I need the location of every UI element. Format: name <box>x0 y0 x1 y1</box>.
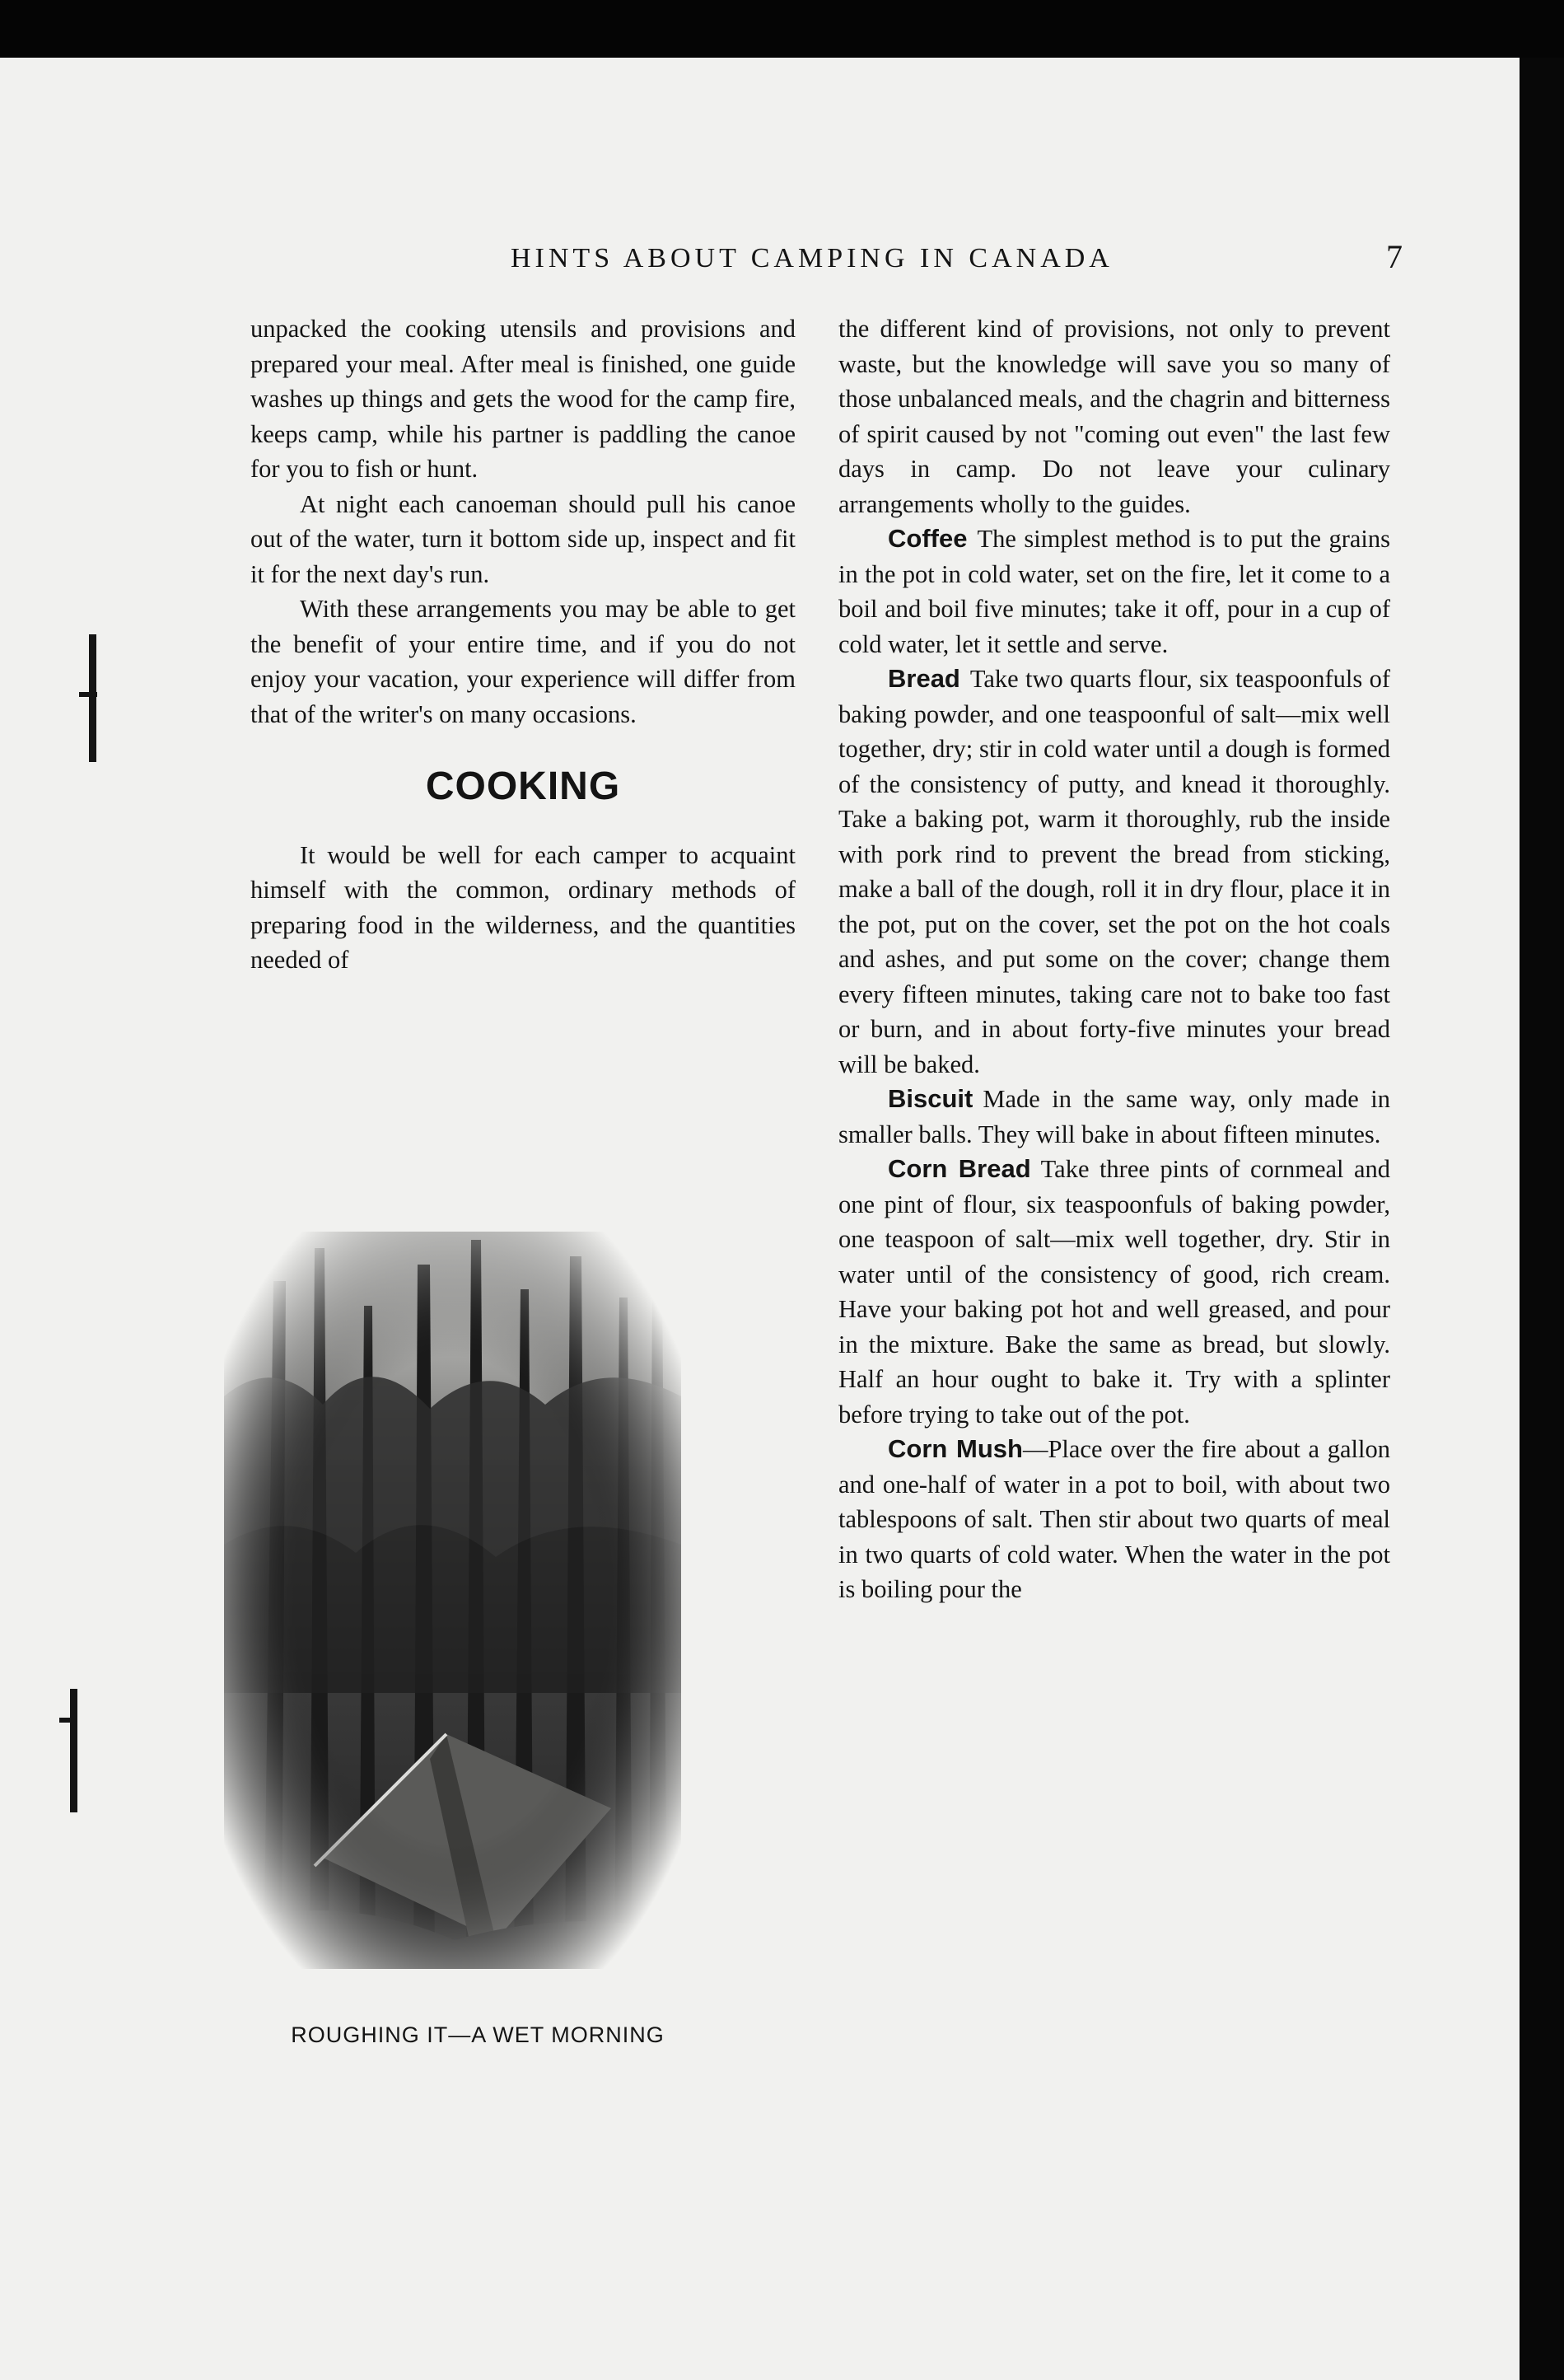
paragraph: At night each canoeman should pull his canoe out of the water, turn it bottom side up, inspect and fit it for the next day's run. <box>250 489 796 588</box>
binding-mark-lower <box>70 1689 77 1812</box>
scan-top-border <box>0 0 1564 58</box>
paragraph: the different kind of provisions, not only to prevent waste, but the knowledge will save you so many of those unbalanced meals, and the chagrin and bitterness of spirit caused by not "coming out even" the last few days in camp. Do not leave your culinary arrangements wholly to the guides. <box>838 315 1390 518</box>
recipe-corn-mush <box>838 1432 1390 1607</box>
recipe-text: Made in the same way, only made in smaller balls. They will bake in about fifteen minutes. <box>838 1085 1390 1148</box>
recipe-title: Coffee <box>888 524 968 553</box>
recipe-title: Corn Mush <box>888 1434 1023 1463</box>
recipe-corn-bread <box>838 1152 1390 1432</box>
paragraph: With these arrangements you may be able to get the benefit of your entire time, and if you do not enjoy your vacation, your experience will differ from that of the writer's on many occasions. <box>250 595 796 728</box>
running-title: HINTS ABOUT CAMPING IN CANADA <box>511 243 1113 274</box>
binding-mark-lower-tick <box>59 1718 77 1723</box>
binding-mark-upper-tick <box>79 692 97 697</box>
recipe-text: Take three pints of cornmeal and one pint of flour, six teaspoonfuls of baking powder, one teaspoon of salt—mix well together, dry. Stir in water until of the consistency of good, rich cream. Have your baking pot hot and well greased, and pour in the mixture. Bake the same as bread, but slowly. Half an hour ought to bake it. Try with a splinter before trying to take out of the pot. <box>838 1155 1390 1428</box>
recipe-text: The simplest method is to put the grains in the pot in cold water, set on the fire, let it come to a boil and boil five minutes; take it off, pour in a cup of cold water, let it settle and serve. <box>838 525 1390 658</box>
recipe-text: Take two quarts flour, six teaspoonfuls of baking powder, and one teaspoonful of salt—mix well together, dry; stir in cold water until a dough is formed of the consistency of putty, and knead it thoroughly. Take a baking pot, warm it thoroughly, rub the inside with pork rind to prevent the bread from sticking, make a ball of the dough, roll it in dry flour, place it in the pot, put on the cover, set the pot on the hot coals and ashes, and put some on the cover; change them every fifteen minutes, taking care not to bake too fast or burn, and in about forty-five minutes your bread will be baked. <box>838 665 1390 1078</box>
recipe-title: Biscuit <box>888 1084 973 1113</box>
right-column <box>838 311 1390 1607</box>
recipe-text: —Place over the fire about a gallon and one-half of water in a pot to boil, with about two tablespoons of salt. Then stir about two quarts of meal in two quarts of cold water. When the water in the pot is boiling pour the <box>838 1435 1390 1603</box>
paragraph: It would be well for each camper to acquaint himself with the common, ordinary methods of preparing food in the wilderness, and the quantities needed of <box>250 840 796 974</box>
forest-tent-photo <box>224 1232 681 1969</box>
section-heading: COOKING <box>425 764 621 808</box>
scan-right-border <box>1520 58 1564 2380</box>
recipe-title: Bread <box>888 664 960 693</box>
recipe-bread <box>838 662 1390 1082</box>
recipe-title: Corn Bread <box>888 1154 1031 1183</box>
left-column <box>250 311 796 978</box>
binding-mark-upper <box>89 634 96 762</box>
photo-caption: ROUGHING IT—A WET MORNING <box>291 2022 665 2047</box>
recipe-coffee <box>838 521 1390 662</box>
page-number: 7 <box>1386 238 1403 275</box>
paragraph: unpacked the cooking utensils and provisions and prepared your meal. After meal is finished, one guide washes up things and gets the wood for the camp fire, keeps camp, while his partner is paddling the canoe for you to fish or hunt. <box>250 315 796 483</box>
recipe-biscuit <box>838 1082 1390 1152</box>
